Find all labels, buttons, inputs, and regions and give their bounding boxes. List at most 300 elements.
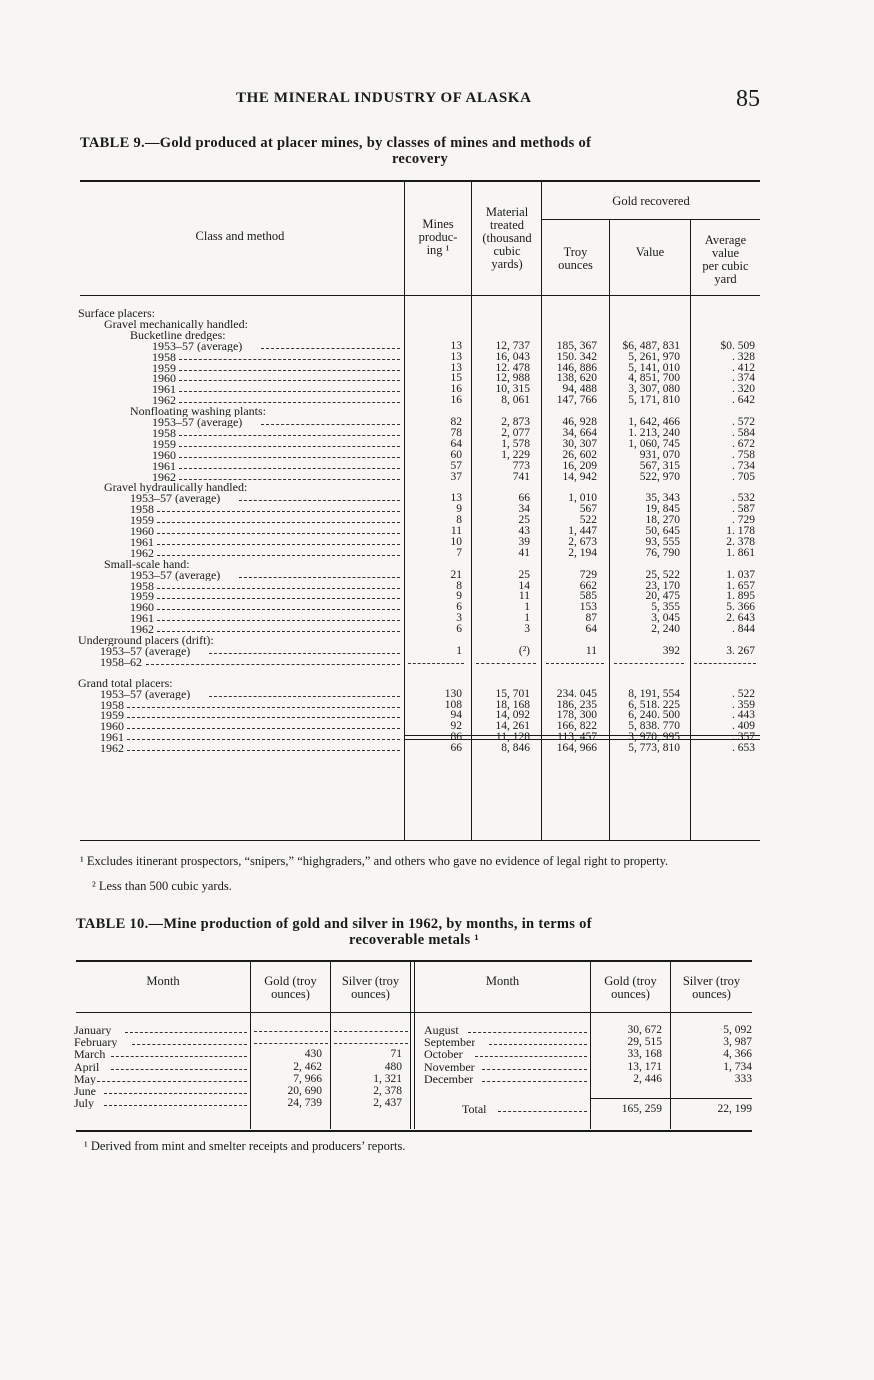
table-row xyxy=(0,319,874,330)
cell-value: 13 xyxy=(450,339,462,352)
cell-value: $0. 509 xyxy=(720,339,755,352)
month-label: February xyxy=(74,1037,118,1049)
gold-value: 29, 515 xyxy=(627,1036,662,1049)
table-row xyxy=(0,657,874,668)
month-label: April xyxy=(74,1061,100,1073)
cell-value: 13 xyxy=(450,350,462,363)
cell-value: 93, 555 xyxy=(645,535,680,548)
cell-value: 26, 602 xyxy=(562,448,597,461)
total-silver: 22, 199 xyxy=(717,1103,752,1115)
table10-title-line2: recoverable metals ¹ xyxy=(348,932,480,948)
silver-value: 1, 321 xyxy=(373,1072,402,1085)
silver-value: 5, 092 xyxy=(723,1024,752,1036)
silver-value: 71 xyxy=(390,1048,402,1061)
cell-value: 10, 315 xyxy=(495,383,530,396)
leader-dots xyxy=(179,391,400,392)
table-row xyxy=(0,1062,874,1073)
cell-value: 86 xyxy=(450,731,462,744)
cell-value: . 734 xyxy=(732,459,755,472)
leader-dots xyxy=(239,577,400,578)
cell-value: 94, 488 xyxy=(562,383,597,396)
leader-dots xyxy=(157,598,400,599)
row-label: Grand total placers: xyxy=(78,677,173,689)
row-label: 1958 xyxy=(152,351,176,363)
cell-value: . 642 xyxy=(732,394,755,407)
row-label: 1958 xyxy=(130,504,154,516)
month-label: October xyxy=(424,1049,463,1061)
cell-value: 19, 845 xyxy=(645,503,680,516)
cell-value: 1, 010 xyxy=(568,492,597,505)
cell-value: 16 xyxy=(450,383,462,396)
cell-value: 1 xyxy=(524,601,530,614)
cell-value: . 758 xyxy=(732,448,755,461)
cell-value: 14, 261 xyxy=(495,720,530,733)
cell-value: 138, 620 xyxy=(556,372,597,385)
cell-value: 1, 447 xyxy=(568,525,597,537)
running-title: THE MINERAL INDUSTRY OF ALASKA xyxy=(236,90,532,106)
leader-dots xyxy=(179,402,400,403)
row-label: 1960 xyxy=(152,449,176,461)
empty-cell-dash xyxy=(694,663,756,664)
cell-value: 7 xyxy=(456,546,462,559)
cell-value: 1, 642, 466 xyxy=(628,416,680,428)
cell-value: . 672 xyxy=(732,437,755,450)
total-label: Total xyxy=(462,1104,487,1115)
month-label: May xyxy=(74,1073,96,1085)
leader-dots xyxy=(179,468,400,469)
table9-footnote-2: ² Less than 500 cubic yards. xyxy=(92,879,232,893)
row-label: 1953–57 (average) xyxy=(130,493,221,505)
row-label: 1958 xyxy=(130,580,154,592)
row-label: 1953–57 (average) xyxy=(100,645,191,657)
cell-value: 8, 846 xyxy=(501,742,530,755)
gold-value: 2, 446 xyxy=(633,1072,662,1085)
cell-value: 164, 966 xyxy=(556,742,597,755)
cell-value: 9 xyxy=(456,590,462,603)
row-label: 1961 xyxy=(152,384,176,396)
cell-value: 87 xyxy=(585,612,597,625)
leader-dots xyxy=(157,522,400,523)
cell-value: 76, 790 xyxy=(645,546,680,559)
cell-value: 34, 664 xyxy=(562,426,597,439)
row-label: 1960 xyxy=(130,602,154,614)
row-label: 1953–57 (average) xyxy=(130,569,221,581)
row-label: 1958 xyxy=(152,427,176,439)
row-label: 1962 xyxy=(130,547,154,559)
cell-value: 11 xyxy=(585,644,597,657)
cell-value: 30, 307 xyxy=(562,437,597,450)
cell-value: 64 xyxy=(450,437,462,450)
table9-footnote-1: ¹ Excludes itinerant prospectors, “snipers,” “highgraders,” and others who gave no evidence of legal right to property. xyxy=(80,854,669,868)
cell-value: 11, 128 xyxy=(495,731,530,744)
cell-value: 43 xyxy=(518,525,530,537)
table-row xyxy=(0,570,874,581)
leader-dots xyxy=(127,750,400,751)
cell-value: 108 xyxy=(444,698,462,711)
total-gold: 165, 259 xyxy=(621,1103,662,1115)
cell-value: 2, 194 xyxy=(568,546,597,559)
table-row xyxy=(0,689,874,700)
empty-cell-dash xyxy=(614,663,684,664)
cell-value: 186, 235 xyxy=(556,698,597,711)
leader-dots xyxy=(475,1056,587,1057)
month-label: August xyxy=(424,1025,459,1036)
table10-bottom-rule xyxy=(76,1130,752,1132)
cell-value: 153 xyxy=(579,601,597,614)
cell-value: 66 xyxy=(518,492,530,505)
silver-value: 3, 987 xyxy=(723,1036,752,1049)
cell-value: 178, 300 xyxy=(556,709,597,722)
row-label: 1962 xyxy=(152,395,176,407)
table9-title-line2: recovery xyxy=(391,151,449,167)
leader-dots xyxy=(127,739,400,740)
empty-cell-dash xyxy=(408,663,464,664)
gold-value: 24, 739 xyxy=(287,1097,322,1110)
gold-value: 7, 966 xyxy=(293,1072,322,1085)
header-gold-recovered: Gold recovered xyxy=(612,194,690,208)
cell-value: 2, 673 xyxy=(568,535,597,548)
row-label: 1961 xyxy=(152,460,176,472)
cell-value: . 359 xyxy=(732,698,755,711)
cell-value: 1. 178 xyxy=(726,525,755,537)
table-row xyxy=(0,472,874,483)
cell-value: 34 xyxy=(518,503,530,516)
cell-value: 11 xyxy=(450,525,462,537)
row-label: 1953–57 (average) xyxy=(152,340,243,352)
month-label: March xyxy=(74,1049,106,1061)
row-label: 1953–57 (average) xyxy=(100,688,191,700)
row-label: Small-scale hand: xyxy=(104,558,190,570)
leader-dots xyxy=(179,457,400,458)
cell-value: 35, 343 xyxy=(645,492,680,505)
cell-value: 147, 766 xyxy=(556,394,597,407)
cell-value: . 587 xyxy=(732,503,755,516)
cell-value: 12, 737 xyxy=(495,339,530,352)
silver-value: 480 xyxy=(384,1060,402,1073)
cell-value: 567 xyxy=(579,503,597,516)
header-value: Value xyxy=(635,245,665,259)
cell-value: 82 xyxy=(450,416,462,428)
leader-dots xyxy=(157,609,400,610)
cell-value: 2, 240 xyxy=(651,623,680,636)
cell-value: 16, 043 xyxy=(495,350,530,363)
silver-value: 1, 734 xyxy=(723,1060,752,1073)
leader-dots xyxy=(498,1111,587,1112)
cell-value: 2, 873 xyxy=(501,416,530,428)
cell-value: . 572 xyxy=(732,416,755,428)
cell-value: 10 xyxy=(450,535,462,548)
table-row xyxy=(0,352,874,363)
cell-value: 78 xyxy=(450,426,462,439)
t10-header-gold-left: Gold (troy ounces) xyxy=(264,974,317,1001)
cell-value: 25 xyxy=(518,514,530,527)
cell-value: 18, 270 xyxy=(645,514,680,527)
table9-gold-rule xyxy=(542,219,760,220)
cell-value: 6 xyxy=(456,623,462,636)
cell-value: 5, 355 xyxy=(651,601,680,614)
row-label: Underground placers (drift): xyxy=(78,635,214,646)
cell-value: 130 xyxy=(444,687,462,700)
cell-value: 6, 518. 225 xyxy=(628,698,680,711)
cell-value: 150. 342 xyxy=(556,350,597,363)
cell-value: 18, 168 xyxy=(495,698,530,711)
cell-value: 8 xyxy=(456,579,462,592)
cell-value: 5, 171, 810 xyxy=(628,394,680,407)
cell-value: 5, 838. 770 xyxy=(628,720,680,733)
header-mines-producing: Mines produc- ing ¹ xyxy=(418,217,458,257)
row-label: 1960 xyxy=(100,721,124,733)
table10-title-line1: TABLE 10.—Mine production of gold and silver in 1962, by months, in terms of xyxy=(76,916,592,932)
page-number: 85 xyxy=(736,86,760,112)
total-row xyxy=(0,1104,874,1115)
month-label: December xyxy=(424,1073,474,1085)
row-label: 1958 xyxy=(100,699,124,711)
table-row xyxy=(0,646,874,657)
cell-value: 92 xyxy=(450,720,462,733)
cell-value: . 653 xyxy=(732,742,755,755)
cell-value: 8, 191, 554 xyxy=(628,687,680,700)
cell-value: . 320 xyxy=(732,383,755,396)
cell-value: 25, 522 xyxy=(645,568,680,581)
leader-dots xyxy=(127,707,400,708)
month-label: June xyxy=(74,1086,96,1097)
gold-value: 30, 672 xyxy=(627,1024,662,1036)
table-row xyxy=(0,1074,874,1085)
row-label: 1959 xyxy=(130,591,154,603)
table-row xyxy=(0,1037,874,1048)
cell-value: 234. 045 xyxy=(556,687,597,700)
cell-value: . 443 xyxy=(732,709,755,722)
leader-dots xyxy=(179,479,400,480)
table-row xyxy=(0,1086,874,1097)
cell-value: 15, 701 xyxy=(495,687,530,700)
table-row xyxy=(0,395,874,406)
leader-dots xyxy=(179,370,400,371)
cell-value: 3 xyxy=(524,623,530,636)
leader-dots xyxy=(157,555,400,556)
cell-value: 12. 478 xyxy=(495,361,530,374)
table-row xyxy=(0,548,874,559)
cell-value: 5, 261, 970 xyxy=(628,350,680,363)
cell-value: 729 xyxy=(579,568,597,581)
cell-value: 585 xyxy=(579,590,597,603)
cell-value: 3, 045 xyxy=(651,612,680,625)
month-label: January xyxy=(74,1025,112,1036)
cell-value: 16, 209 xyxy=(562,459,597,472)
cell-value: 4, 851, 700 xyxy=(628,372,680,385)
cell-value: . 522 xyxy=(732,687,755,700)
cell-value: 57 xyxy=(450,459,462,472)
header-troy-ounces: Troy ounces xyxy=(558,245,593,272)
row-label: 1960 xyxy=(152,373,176,385)
t10-header-silver-right: Silver (troy ounces) xyxy=(682,974,741,1001)
cell-value: . 705 xyxy=(732,470,755,483)
cell-value: 21 xyxy=(450,568,462,581)
cell-value: 1, 229 xyxy=(501,448,530,461)
leader-dots xyxy=(127,728,400,729)
cell-value: 1. 895 xyxy=(726,590,755,603)
cell-value: $6, 487, 831 xyxy=(622,339,680,352)
table9-top-rule xyxy=(80,180,760,182)
row-label: Surface placers: xyxy=(78,308,155,319)
cell-value: 3 xyxy=(456,612,462,625)
cell-value: 50, 645 xyxy=(645,525,680,537)
cell-value: 46, 928 xyxy=(562,416,597,428)
cell-value: 166, 822 xyxy=(556,720,597,733)
cell-value: . 357 xyxy=(732,731,755,744)
month-label: September xyxy=(424,1037,476,1049)
row-label: 1959 xyxy=(152,438,176,450)
gold-value: 13, 171 xyxy=(627,1060,662,1073)
cell-value: 14 xyxy=(518,579,530,592)
row-label: 1959 xyxy=(152,362,176,374)
leader-dots xyxy=(209,696,400,697)
leader-dots xyxy=(104,1093,247,1094)
cell-value: 13 xyxy=(450,361,462,374)
row-label: 1961 xyxy=(130,613,154,625)
cell-value: 15 xyxy=(450,372,462,385)
t10-header-month-left: Month xyxy=(146,974,180,988)
header-material-treated: Material treated (thousand cubic yards) xyxy=(482,205,532,271)
header-average-value: Average value per cubic yard xyxy=(702,233,749,286)
cell-value: (²) xyxy=(518,644,530,657)
table-row xyxy=(0,1049,874,1060)
cell-value: 16 xyxy=(450,394,462,407)
cell-value: 8 xyxy=(456,514,462,527)
cell-value: 5, 141, 010 xyxy=(628,361,680,374)
row-label: 1953–57 (average) xyxy=(152,417,243,428)
leader-dots xyxy=(261,348,400,349)
cell-value: 1, 578 xyxy=(501,437,530,450)
cell-value: 1. 861 xyxy=(726,546,755,559)
leader-dots xyxy=(157,620,400,621)
cell-value: . 328 xyxy=(732,350,755,363)
cell-value: 392 xyxy=(662,644,680,657)
leader-dots xyxy=(179,380,400,381)
row-label: Gravel hydraulically handled: xyxy=(104,482,248,494)
cell-value: 1. 213, 240 xyxy=(628,426,680,439)
cell-value: 5, 773, 810 xyxy=(628,742,680,755)
leader-dots xyxy=(209,653,400,654)
table-row xyxy=(0,624,874,635)
t10-header-month-right: Month xyxy=(485,974,520,988)
cell-value: 20, 475 xyxy=(645,590,680,603)
cell-value: 185, 367 xyxy=(556,339,597,352)
cell-value: 2. 378 xyxy=(726,535,755,548)
gold-value: 33, 168 xyxy=(627,1048,662,1061)
cell-value: . 374 xyxy=(732,372,755,385)
table9-title xyxy=(80,135,760,167)
leader-dots xyxy=(157,544,400,545)
month-label: November xyxy=(424,1061,475,1073)
cell-value: 11 xyxy=(518,590,530,603)
cell-value: 1 xyxy=(524,612,530,625)
cell-value: 37 xyxy=(450,470,462,483)
cell-value: . 844 xyxy=(732,623,755,636)
silver-value: 2, 437 xyxy=(373,1097,402,1110)
row-label: 1960 xyxy=(130,526,154,537)
cell-value: . 532 xyxy=(732,492,755,505)
cell-value: 146, 886 xyxy=(556,361,597,374)
leader-dots xyxy=(179,435,400,436)
cell-value: 1. 037 xyxy=(726,568,755,581)
table-row xyxy=(0,743,874,754)
cell-value: . 729 xyxy=(732,514,755,527)
cell-value: 94 xyxy=(450,709,462,722)
table9-title-line1: TABLE 9.—Gold produced at placer mines, by classes of mines and methods of xyxy=(80,135,592,151)
leader-dots xyxy=(157,533,400,534)
leader-dots xyxy=(157,588,400,589)
cell-value: 8, 061 xyxy=(501,394,530,407)
silver-value: 4, 366 xyxy=(723,1048,752,1061)
gold-value: 2, 462 xyxy=(293,1060,322,1073)
leader-dots xyxy=(482,1081,587,1082)
leader-dots xyxy=(146,664,400,665)
cell-value: 14, 942 xyxy=(562,470,597,483)
table-row xyxy=(0,1025,874,1036)
empty-cell-dash xyxy=(546,663,604,664)
cell-value: 66 xyxy=(450,742,462,755)
row-label: 1961 xyxy=(130,536,154,548)
silver-value: 2, 378 xyxy=(373,1085,402,1097)
cell-value: 9 xyxy=(456,503,462,516)
cell-value: 64 xyxy=(585,623,597,636)
table9-bottom-rule xyxy=(80,840,760,841)
leader-dots xyxy=(179,359,400,360)
table10-title xyxy=(76,916,752,948)
cell-value: 931, 070 xyxy=(639,448,680,461)
leader-dots xyxy=(468,1032,587,1033)
table-row xyxy=(0,461,874,472)
row-label: 1959 xyxy=(100,710,124,722)
leader-dots xyxy=(157,631,400,632)
cell-value: . 409 xyxy=(732,720,755,733)
cell-value: 3, 307, 080 xyxy=(628,383,680,396)
cell-value: . 584 xyxy=(732,426,755,439)
cell-value: 2, 077 xyxy=(501,426,530,439)
cell-value: 2. 643 xyxy=(726,612,755,625)
row-label: 1959 xyxy=(130,515,154,527)
row-label: 1962 xyxy=(152,471,176,483)
cell-value: 60 xyxy=(450,448,462,461)
leader-dots xyxy=(239,500,400,501)
row-label: 1962 xyxy=(100,743,124,755)
cell-value: . 412 xyxy=(732,361,755,374)
t10-header-silver-left: Silver (troy ounces) xyxy=(341,974,400,1001)
cell-value: 25 xyxy=(518,568,530,581)
row-label: Bucketline dredges: xyxy=(130,329,226,341)
cell-value: 12, 988 xyxy=(495,372,530,385)
t10-header-gold-right: Gold (troy ounces) xyxy=(604,974,657,1001)
cell-value: 522, 970 xyxy=(639,470,680,483)
cell-value: 6, 240. 500 xyxy=(628,709,680,722)
leader-dots xyxy=(157,511,400,512)
gold-value: 430 xyxy=(304,1048,322,1061)
row-label: Nonfloating washing plants: xyxy=(130,406,266,418)
cell-value: 23, 170 xyxy=(645,579,680,592)
cell-value: 41 xyxy=(518,546,530,559)
cell-value: 6 xyxy=(456,601,462,614)
table9-header-rule xyxy=(80,295,760,296)
silver-value: 333 xyxy=(734,1072,752,1085)
cell-value: 662 xyxy=(579,579,597,592)
cell-value: 5. 366 xyxy=(726,601,755,614)
leader-dots xyxy=(489,1044,587,1045)
table-row xyxy=(0,308,874,319)
cell-value: 773 xyxy=(512,459,530,472)
leader-dots xyxy=(127,717,400,718)
table10-footnote: ¹ Derived from mint and smelter receipts and producers’ reports. xyxy=(84,1139,406,1153)
